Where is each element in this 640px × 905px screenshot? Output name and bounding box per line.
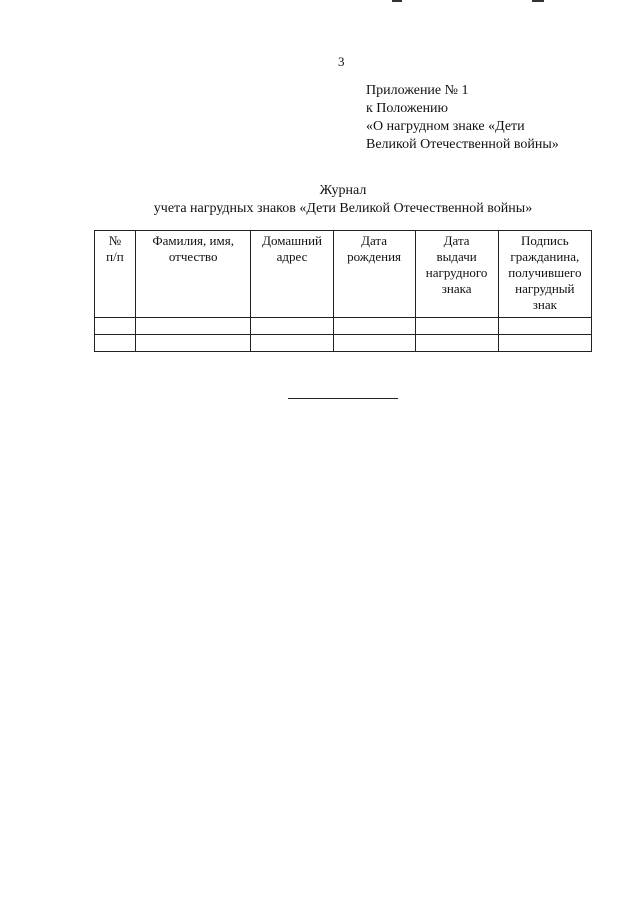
- table-cell: [333, 335, 415, 352]
- table-cell: [498, 335, 591, 352]
- journal-subheading: учета нагрудных знаков «Дети Великой Отечественной войны»: [153, 201, 533, 216]
- header-birth-date: [333, 231, 415, 318]
- header-line: знак: [532, 297, 557, 312]
- table-cell: [251, 335, 333, 352]
- header-line: нагрудный: [515, 281, 575, 296]
- header-home-address: [251, 231, 333, 318]
- table-cell: [333, 318, 415, 335]
- table-header-row: [95, 231, 592, 318]
- header-line: адрес: [276, 249, 308, 264]
- header-number: [95, 231, 136, 318]
- header-line: Дата: [443, 233, 470, 248]
- appendix-line: Великой Отечественной войны»: [366, 137, 559, 152]
- header-line: отчество: [168, 249, 218, 264]
- header-line: получившего: [508, 265, 582, 280]
- header-line: гражданина,: [510, 249, 580, 264]
- appendix-line: Приложение № 1: [366, 83, 469, 98]
- table-cell: [415, 318, 498, 335]
- header-recipient-signature: [498, 231, 591, 318]
- scan-mark-left: [392, 0, 402, 2]
- table-cell: [251, 318, 333, 335]
- table-cell: [135, 318, 251, 335]
- table-row: [95, 318, 592, 335]
- page-number: 3: [338, 54, 345, 69]
- header-line: знака: [441, 281, 472, 296]
- appendix-reference: [366, 82, 559, 154]
- table-cell: [498, 318, 591, 335]
- header-line: №: [108, 233, 122, 248]
- header-line: выдачи: [436, 249, 477, 264]
- header-line: Подпись: [520, 233, 569, 248]
- appendix-line: «О нагрудном знаке «Дети: [366, 119, 525, 134]
- header-line: Фамилия, имя,: [152, 233, 234, 248]
- table-cell: [415, 335, 498, 352]
- table-row: [95, 335, 592, 352]
- table-cell: [95, 335, 136, 352]
- table-cell: [135, 335, 251, 352]
- header-line: Домашний: [262, 233, 322, 248]
- header-line: нагрудного: [425, 265, 488, 280]
- header-issue-date: [415, 231, 498, 318]
- header-line: п/п: [106, 249, 124, 264]
- header-line: рождения: [347, 249, 402, 264]
- header-full-name: [135, 231, 251, 318]
- appendix-line: к Положению: [366, 101, 449, 116]
- journal-table: [94, 230, 592, 352]
- closing-divider: [288, 398, 398, 399]
- header-line: Дата: [361, 233, 388, 248]
- journal-heading: Журнал: [319, 183, 367, 198]
- scan-mark-right: [532, 0, 544, 2]
- journal-title-block: [94, 182, 592, 218]
- table-cell: [95, 318, 136, 335]
